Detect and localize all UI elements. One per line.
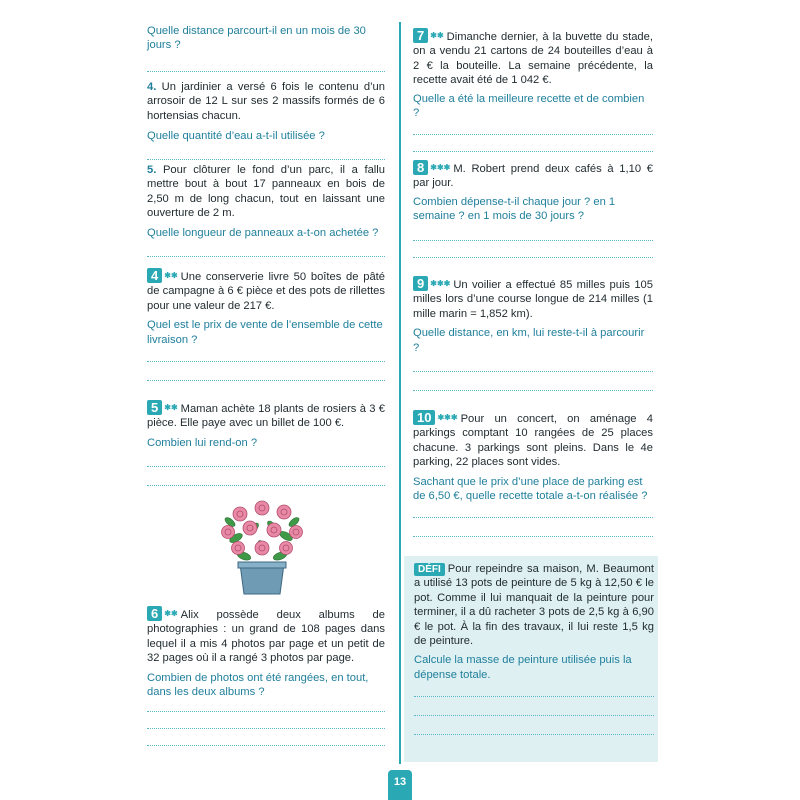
answer-line[interactable] xyxy=(147,71,385,72)
exercise-text xyxy=(413,410,653,470)
exercise-text xyxy=(147,606,385,666)
statement: Une conserverie livre 50 boîtes de pâté de campagne à 6 € pièce et des pots de rillettes pour une valeur de 217 €. xyxy=(147,271,385,312)
exercise-text xyxy=(147,268,385,313)
exercise-number-badge: 10 xyxy=(413,410,435,425)
statement: Un voilier a effectué 85 milles puis 105 milles lors d’une course longue de 214 milles (1 mille marin = 1,852 km). xyxy=(413,279,653,320)
answer-line[interactable] xyxy=(147,728,385,729)
difficulty-stars: ✱✱ xyxy=(164,403,178,412)
statement: Un jardinier a versé 6 fois le contenu d’un arrosoir de 12 L sur ses 2 massifs formés de 6 hortensias chacun. xyxy=(147,81,385,122)
exercise-text xyxy=(413,276,653,321)
rose-plant-illustration xyxy=(214,498,310,596)
exercise-number: 4. xyxy=(147,81,157,93)
answer-line[interactable] xyxy=(414,715,654,716)
statement: Pour un concert, on aménage 4 parkings comptant 10 rangées de 25 places chacune. 3 parkings sont pleins. Dans le 4e parking, 22 places sont vides. xyxy=(413,413,653,469)
answer-line[interactable] xyxy=(147,256,385,257)
question-text: Quelle distance parcourt-il en un mois de 30 jours ? xyxy=(147,25,366,52)
difficulty-stars: ✱✱✱ xyxy=(437,413,458,422)
statement: Pour repeindre sa maison, M. Beaumont a utilisé 13 pots de peinture de 5 kg à 12,50 € le pot. Comme il lui manquait de la peinture pour terminer, il a dû racheter 3 pots de 2,5 kg à 6,90 € le pot. À la fin des travaux, il lui reste 1,5 kg de peinture. xyxy=(414,563,654,648)
statement: M. Robert prend deux cafés à 1,10 € par jour. xyxy=(413,163,653,190)
exercise-5 xyxy=(147,163,385,257)
exercise-text xyxy=(413,28,653,88)
difficulty-stars: ✱✱ xyxy=(164,271,178,280)
question-text: Quelle distance, en km, lui reste-t-il à parcourir ? xyxy=(413,327,645,354)
exercise-number-badge: 5 xyxy=(147,400,162,415)
column-divider xyxy=(399,22,401,764)
defi-content xyxy=(414,562,654,735)
answer-line[interactable] xyxy=(414,734,654,735)
difficulty-stars: ✱✱ xyxy=(430,31,444,40)
answer-line[interactable] xyxy=(413,134,653,135)
question-text: Quelle longueur de panneaux a-t-on achetée ? xyxy=(147,226,379,239)
question-text: Quel est le prix de vente de l’ensemble de cette livraison ? xyxy=(147,319,383,346)
exercise-3-end xyxy=(147,24,385,72)
exercise-number-badge: 8 xyxy=(413,160,428,175)
answer-line[interactable] xyxy=(147,466,385,467)
statement: Maman achète 18 plants de rosiers à 3 € pièce. Elle paye avec un billet de 100 €. xyxy=(147,403,385,430)
answer-line[interactable] xyxy=(147,711,385,712)
exercise-10 xyxy=(413,410,653,537)
exercise-5b xyxy=(147,400,385,486)
exercise-number-badge: 7 xyxy=(413,28,428,43)
answer-line[interactable] xyxy=(147,485,385,486)
exercise-text xyxy=(147,163,385,221)
answer-line[interactable] xyxy=(147,745,385,746)
exercise-number-badge: 9 xyxy=(413,276,428,291)
exercise-9 xyxy=(413,276,653,391)
answer-line[interactable] xyxy=(147,361,385,362)
exercise-8 xyxy=(413,160,653,258)
exercise-text xyxy=(147,80,385,123)
question-text: Calcule la masse de peinture utilisée puis la dépense totale. xyxy=(414,654,632,681)
answer-line[interactable] xyxy=(147,380,385,381)
defi-text xyxy=(414,562,654,648)
difficulty-stars: ✱✱ xyxy=(164,609,178,618)
defi-box xyxy=(404,556,658,762)
exercise-6 xyxy=(147,606,385,746)
question-text: Combien dépense-t-il chaque jour ? en 1 semaine ? en 1 mois de 30 jours ? xyxy=(413,195,616,223)
statement: Dimanche dernier, à la buvette du stade, on a vendu 21 cartons de 24 bouteilles d’eau à 2 € la bouteille. La semaine précédente, la recette avait été de 1 042 €. xyxy=(413,31,653,87)
exercise-7 xyxy=(413,28,653,152)
answer-line[interactable] xyxy=(413,257,653,258)
answer-line[interactable] xyxy=(413,517,653,518)
answer-line[interactable] xyxy=(413,240,653,241)
answer-line[interactable] xyxy=(147,159,385,160)
question-text: Quelle a été la meilleure recette et de combien ? xyxy=(413,92,645,120)
page-number: 13 xyxy=(388,770,412,800)
exercise-text xyxy=(147,400,385,431)
difficulty-stars: ✱✱✱ xyxy=(430,279,451,288)
answer-line[interactable] xyxy=(414,696,654,697)
question-text: Combien lui rend-on ? xyxy=(147,436,258,449)
exercise-4 xyxy=(147,80,385,160)
exercise-number: 5. xyxy=(147,164,157,176)
defi-label: DÉFI xyxy=(414,563,445,576)
statement: Pour clôturer le fond d’un parc, il a fallu mettre bout à bout 17 panneaux en bois de 2,50 m de long chacun, tout en laissant une ouverture de 2 m. xyxy=(147,164,385,220)
answer-line[interactable] xyxy=(413,536,653,537)
exercise-number-badge: 6 xyxy=(147,606,162,621)
answer-line[interactable] xyxy=(413,151,653,152)
exercise-text xyxy=(413,160,653,191)
question-text: Combien de photos ont été rangées, en tout, dans les deux albums ? xyxy=(147,671,369,699)
difficulty-stars: ✱✱✱ xyxy=(430,163,451,172)
exercise-4b xyxy=(147,268,385,381)
statement: Alix possède deux albums de photographies : un grand de 108 pages dans lequel il a mis 4 photos par page et un petit de 32 pages où il a rangé 3 photos par page. xyxy=(147,609,385,665)
question-text: Sachant que le prix d’une place de parking est de 6,50 €, quelle recette totale a-t-on réalisée ? xyxy=(413,475,648,503)
answer-line[interactable] xyxy=(413,371,653,372)
exercise-number-badge: 4 xyxy=(147,268,162,283)
question-text: Quelle quantité d’eau a-t-il utilisée ? xyxy=(147,130,325,143)
answer-line[interactable] xyxy=(413,390,653,391)
